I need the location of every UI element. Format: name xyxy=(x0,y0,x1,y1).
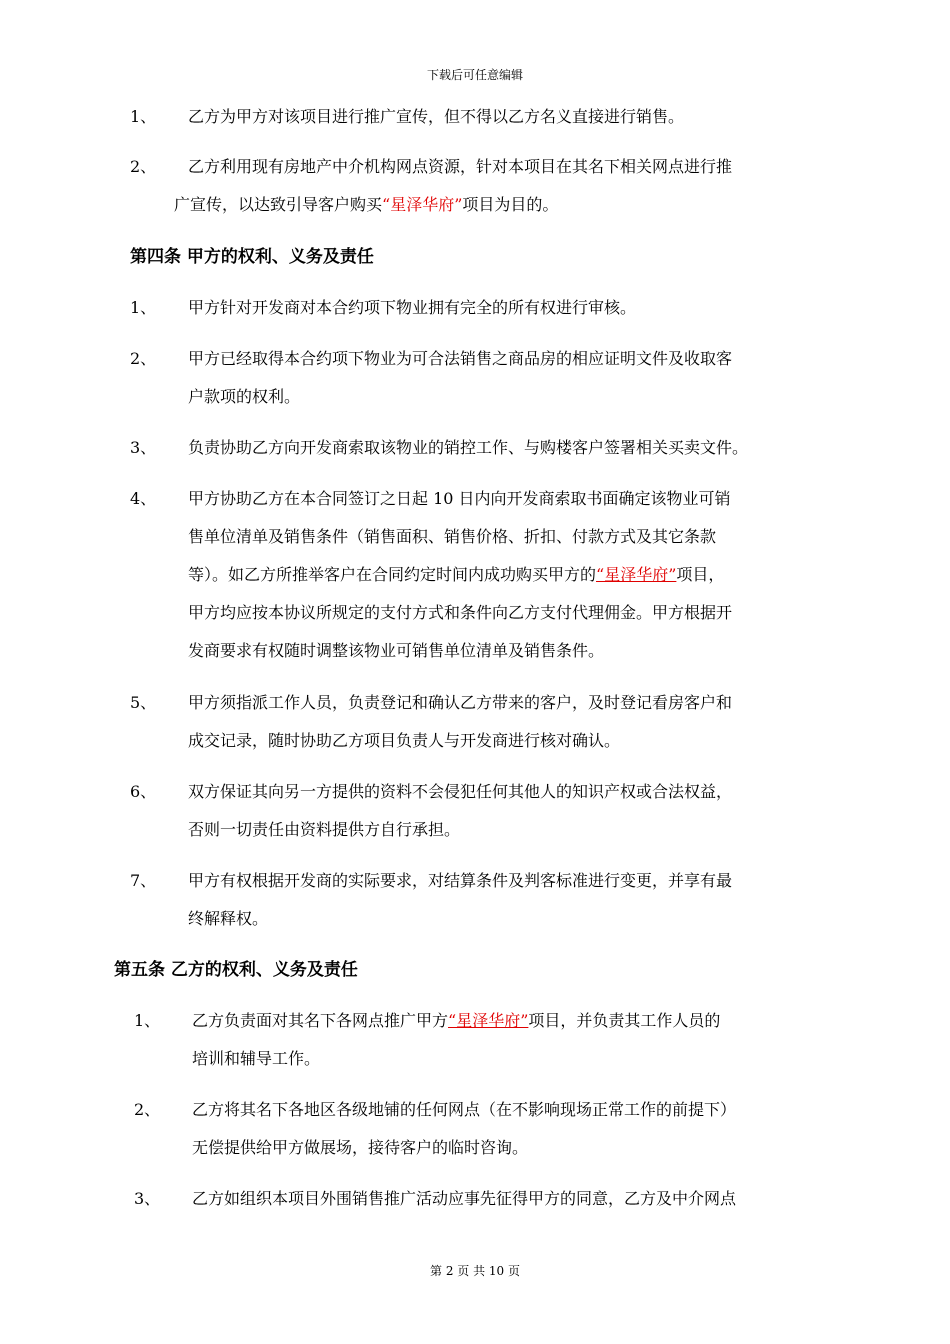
item-text-line: 等）。如乙方所推举客户在合同约定时间内成功购买甲方的“星泽华府”项目， xyxy=(188,565,725,584)
item-number: 1、 xyxy=(134,1011,161,1030)
item-text: 乙方将其名下各地区各级地铺的任何网点（在不影响现场正常工作的前提下） xyxy=(192,1100,737,1119)
page-footer: 第 2 页 共 10 页 xyxy=(430,1264,520,1278)
item-text: 否则一切责任由资料提供方自行承担。 xyxy=(188,820,461,839)
item-number: 1、 xyxy=(130,298,157,317)
item-number: 5、 xyxy=(130,693,157,712)
item-text: 乙方如组织本项目外围销售推广活动应事先征得甲方的同意，乙方及中介网点 xyxy=(192,1189,737,1208)
page-header: 下载后可任意编辑 xyxy=(426,68,523,82)
item-text: 甲方已经取得本合约项下物业为可合法销售之商品房的相应证明文件及收取客 xyxy=(188,349,733,368)
item-text: 培训和辅导工作。 xyxy=(192,1049,321,1068)
item-number: 1、 xyxy=(130,107,157,126)
section-heading-4: 第四条 甲方的权利、义务及责任 xyxy=(130,247,374,267)
item-text-line: 广宣传，以达致引导客户购买“星泽华府”项目为目的。 xyxy=(174,195,559,214)
item-text-line: 乙方负责面对其名下各网点推广甲方“星泽华府”项目，并负责其工作人员的 xyxy=(192,1011,721,1030)
item-text: 甲方均应按本协议所规定的支付方式和条件向乙方支付代理佣金。甲方根据开 xyxy=(188,603,733,622)
item-number: 3、 xyxy=(134,1189,161,1208)
item-text: 乙方为甲方对该项目进行推广宣传，但不得以乙方名义直接进行销售。 xyxy=(188,107,685,126)
project-name: “星泽华府” xyxy=(448,1011,529,1030)
item-number: 7、 xyxy=(130,871,157,890)
item-text: 发商要求有权随时调整该物业可销售单位清单及销售条件。 xyxy=(188,641,605,660)
item-number: 2、 xyxy=(134,1100,161,1119)
item-text: 乙方利用现有房地产中介机构网点资源，针对本项目在其名下相关网点进行推 xyxy=(188,157,733,176)
item-number: 2、 xyxy=(130,157,157,176)
item-text: 甲方针对开发商对本合约项下物业拥有完全的所有权进行审核。 xyxy=(188,298,637,317)
item-text: 甲方有权根据开发商的实际要求，对结算条件及判客标准进行变更，并享有最 xyxy=(188,871,733,890)
item-text: 售单位清单及销售条件（销售面积、销售价格、折扣、付款方式及其它条款 xyxy=(188,527,717,546)
item-text: 成交记录，随时协助乙方项目负责人与开发商进行核对确认。 xyxy=(188,731,621,750)
project-name: “星泽华府” xyxy=(382,195,463,214)
section-heading-5: 第五条 乙方的权利、义务及责任 xyxy=(114,960,358,980)
item-number: 6、 xyxy=(130,782,157,801)
item-text: 双方保证其向另一方提供的资料不会侵犯任何其他人的知识产权或合法权益， xyxy=(188,782,733,801)
item-text: 甲方须指派工作人员，负责登记和确认乙方带来的客户，及时登记看房客户和 xyxy=(188,693,733,712)
project-name: “星泽华府” xyxy=(596,565,677,584)
item-text: 负责协助乙方向开发商索取该物业的销控工作、与购楼客户签署相关买卖文件。 xyxy=(188,438,749,457)
item-number: 2、 xyxy=(130,349,157,368)
item-text: 户款项的权利。 xyxy=(188,387,301,406)
item-text: 终解释权。 xyxy=(188,909,269,928)
item-text: 甲方协助乙方在本合同签订之日起 10 日内向开发商索取书面确定该物业可销 xyxy=(188,489,731,508)
item-number: 4、 xyxy=(130,489,157,508)
item-number: 3、 xyxy=(130,438,157,457)
item-text: 无偿提供给甲方做展场，接待客户的临时咨询。 xyxy=(192,1138,529,1157)
